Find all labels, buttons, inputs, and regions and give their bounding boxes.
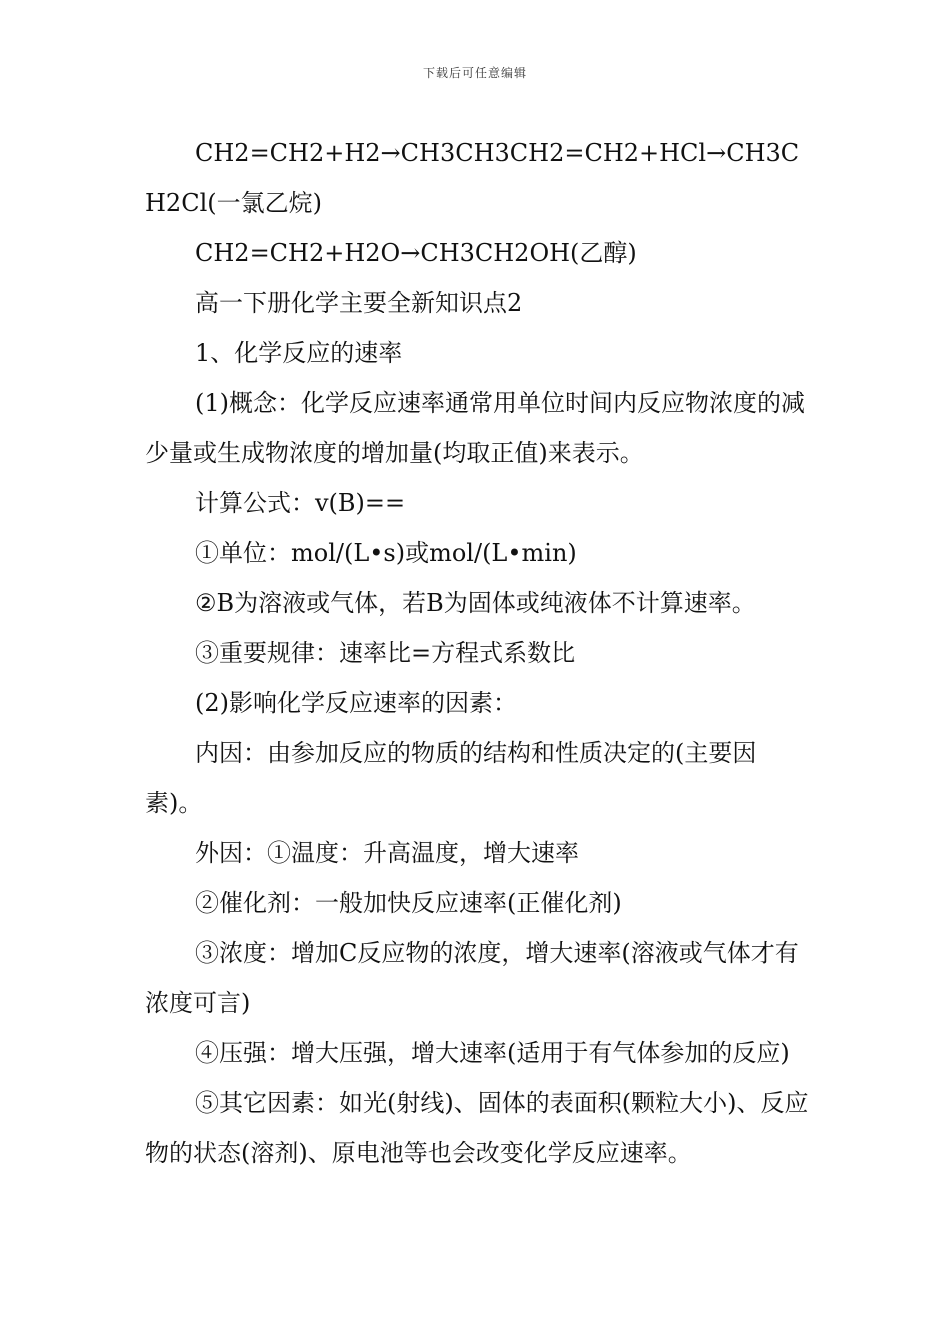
paragraph-factors-heading: (2)影响化学反应速率的因素： [195,689,517,717]
paragraph-concept: (1)概念：化学反应速率通常用单位时间内反应物浓度的减少量或生成物浓度的增加量(均取正值)来表示。 [145,389,805,467]
list-item-pressure: ④压强：增大压强，增大速率(适用于有气体参加的反应) [195,1039,790,1067]
list-item-unit: ①单位：mol/(L•s)或mol/(L•min) [195,539,577,567]
list-item-concentration: ③浓度：增加C反应物的浓度，增大速率(溶液或气体才有浓度可言) [145,939,799,1017]
paragraph-formula: 计算公式：v(B)== [195,489,406,517]
list-item-catalyst: ②催化剂：一般加快反应速率(正催化剂) [195,889,622,917]
paragraph-ethylene-reactions: CH2=CH2+H2→CH3CH3CH2=CH2+HCl→CH3CH2Cl(一氯乙烷) [145,139,800,217]
document-body [145,128,810,1178]
paragraph-external-temperature: 外因：①温度：升高温度，增大速率 [195,839,579,867]
list-item-rule: ③重要规律：速率比=方程式系数比 [195,639,576,667]
section-title: 高一下册化学主要全新知识点2 [195,289,523,317]
list-item-other-factors: ⑤其它因素：如光(射线)、固体的表面积(颗粒大小)、反应物的状态(溶剂)、原电池等也会改变化学反应速率。 [145,1089,809,1167]
paragraph-ethanol-reaction: CH2=CH2+H2O→CH3CH2OH(乙醇) [195,239,637,267]
page-header: 下载后可任意编辑 [422,66,527,80]
subsection-heading: 1、化学反应的速率 [195,339,403,367]
paragraph-internal-factor: 内因：由参加反应的物质的结构和性质决定的(主要因素)。 [145,739,757,817]
list-item-b-note: ②B为溶液或气体，若B为固体或纯液体不计算速率。 [195,589,756,617]
